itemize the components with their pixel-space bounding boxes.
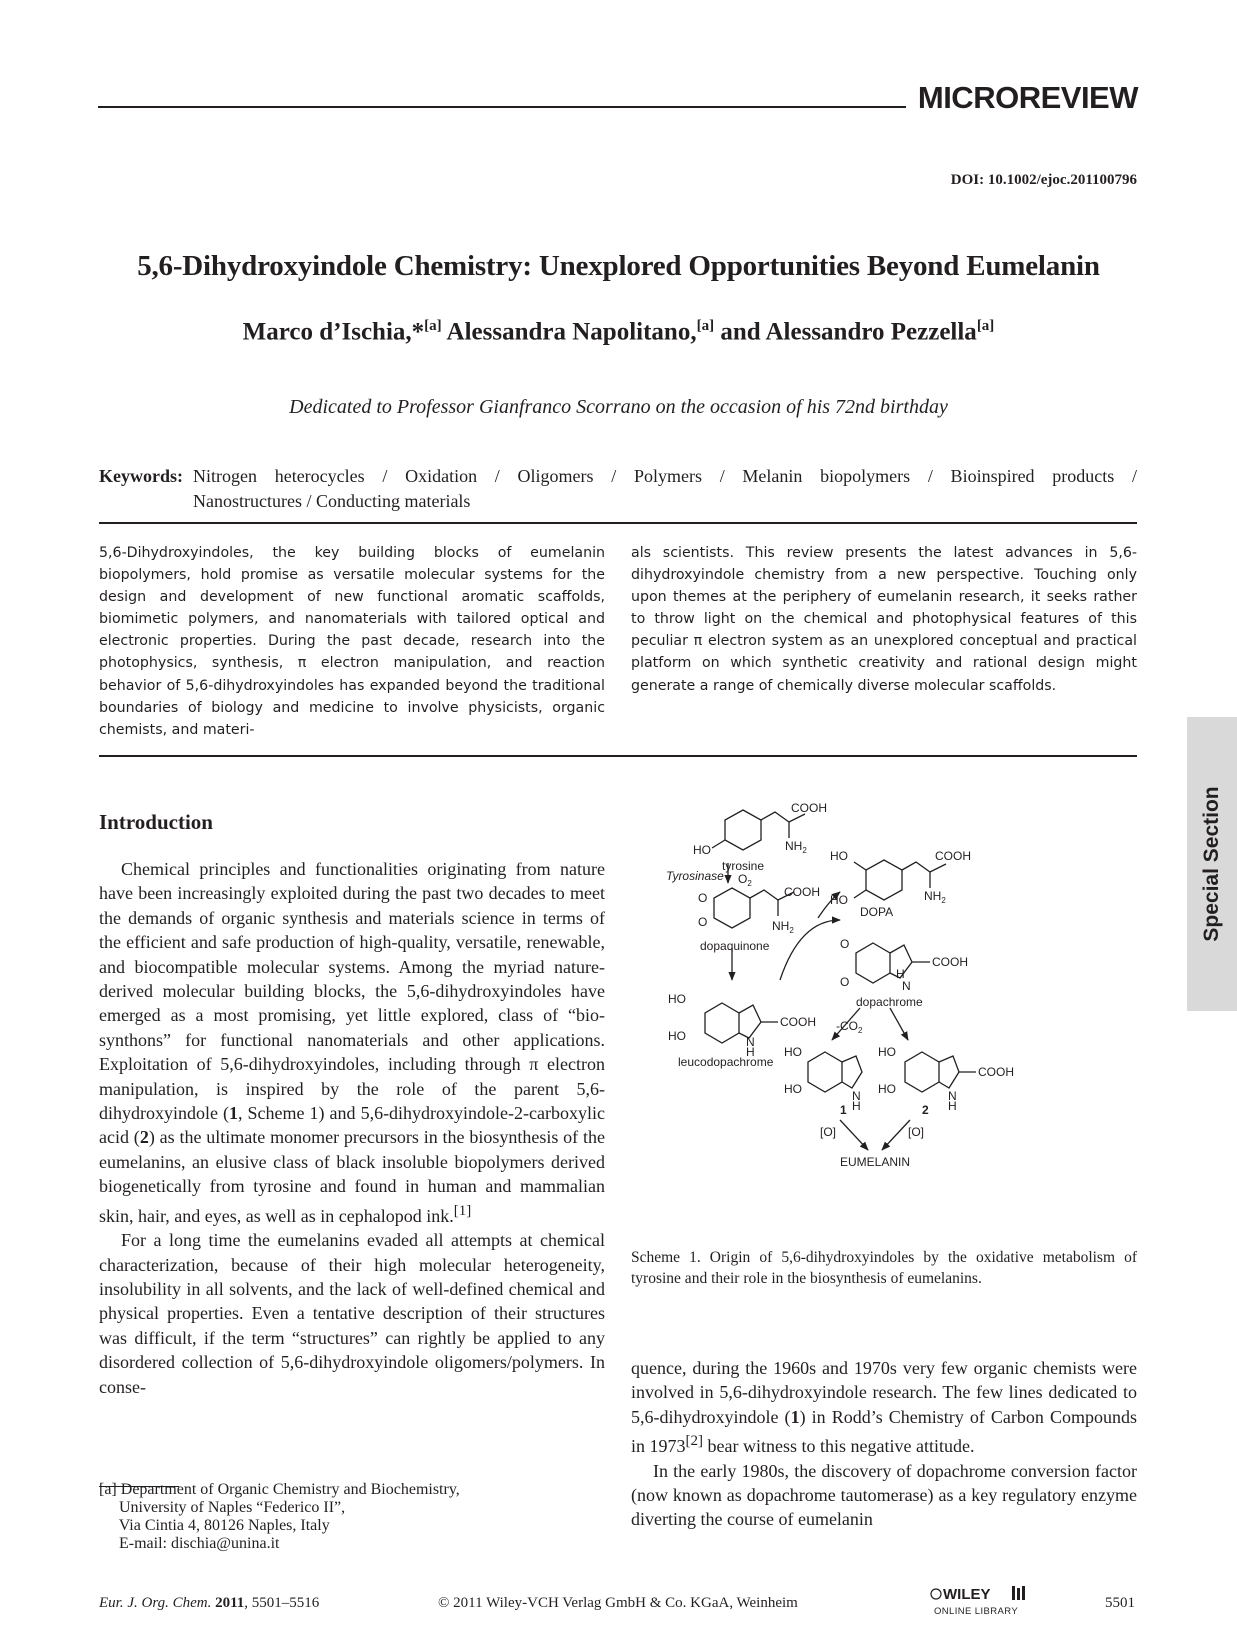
compound-ref: 1 [229,1103,239,1124]
scheme-label-h: H [746,1045,755,1059]
author-affiliation: [a] [696,318,715,334]
footnote-line: [a] Department of Organic Chemistry and Biochemistry, [99,1481,460,1498]
scheme-label-cooh: COOH [932,955,968,969]
body-right-column [631,1356,1137,1532]
scheme-label-dopa: DOPA [860,905,894,919]
scheme-label-h: H [948,1099,957,1113]
scheme-label-nh: N [948,1089,957,1103]
scheme-label-oxidation: [O] [820,1125,837,1139]
scheme-label-oxidation: [O] [908,1125,925,1139]
author-list [60,318,1177,346]
scheme-label-h: H [896,967,905,981]
scheme-label-nh: $NH_2$ [785,839,807,855]
scheme-label-nh: $NH_2$ [772,919,794,935]
scheme-label-dopachrome: dopachrome [856,995,923,1009]
affiliation-footnote [99,1481,460,1553]
scheme-label-ho: HO [784,1045,802,1059]
author-affiliation: [a] [424,318,442,334]
abstract-bottom-rule [99,755,1137,757]
scheme-label-ho: HO [878,1082,896,1096]
scheme-label-o2: $O_2$ [738,872,752,888]
scheme-label-tyrosinase: Tyrosinase [666,869,724,883]
journal-year: 2011 [215,1595,245,1611]
section-label: MICROREVIEW [917,80,1138,115]
scheme-label-o: O [840,975,850,989]
scheme-label-tyrosine: tyrosine [722,859,765,873]
scheme-1-figure [666,800,1080,1235]
scheme-label-minus-co2: $-CO_2$ [836,1019,863,1035]
citation-ref: [2] [685,1433,704,1450]
scheme-label-ho: HO [693,843,711,857]
keywords-label: Keywords: [99,466,183,486]
journal-name: Eur. J. Org. Chem. [99,1595,212,1611]
scheme-label-o: O [698,915,708,929]
keywords-line: Nanostructures / Conducting materials [193,491,471,511]
scheme-label-ho: HO [878,1045,896,1059]
abstract-top-rule [99,522,1137,524]
footnote-line: Via Cintia 4, 80126 Naples, Italy [99,1517,330,1534]
footnote-line: University of Naples “Federico II”, [99,1499,346,1516]
paragraph: For a long time the eumelanins evaded all attempts at chemical characterization, because of their high molecular heterogeneity, insolubility in all solvents, and the lack of well-defined chemical and physical properties. Even a tentative description of their structures was difficult, if the term “structures” can rightly be applied to any disordered collection of 5,6-dihydroxyindole oligomers/polymers. In conse- [99,1230,605,1397]
scheme-label-ho: HO [830,893,848,907]
author-name: Marco d’Ischia,* [242,318,425,346]
footer-citation [99,1595,319,1612]
citation-ref: [1] [453,1202,472,1219]
scheme-label-ho: HO [668,992,686,1006]
compound-ref: 1 [790,1406,800,1427]
paragraph: quence, during the 1960s and 1970s very few organic chemists were involved in 5,6-dihydroxyindole research. The few lines dedicated to 5,6-dihydroxyindole (1) in Rodd’s Chemistry of Carbon Compounds in 1973[2] bear witness to this negative attitude. [631,1358,1138,1457]
scheme-label-h: H [852,1099,861,1113]
journal-pages: , 5501–5516 [244,1595,320,1611]
author-name: Alessandra Napolitano, [441,318,697,346]
scheme-label-nh: N [852,1089,861,1103]
scheme-label-cooh: COOH [791,801,827,815]
scheme-label-eumelanin: EUMELANIN [840,1155,911,1169]
keywords-line: Nitrogen heterocycles / Oxidation / Oligomers / Polymers / Melanin biopolymers / Bioinspired products / [193,466,1137,486]
footer-copyright: © 2011 Wiley-VCH Verlag GmbH & Co. KGaA, Weinheim [438,1595,798,1611]
scheme-label-cooh: COOH [935,849,971,863]
wiley-online-library-logo [930,1584,1040,1618]
scheme-caption: Scheme 1. Origin of 5,6-dihydroxyindoles by the oxidative metabolism of tyrosine and their role in the biosynthesis of eumelanins. [631,1249,1137,1287]
section-heading-introduction: Introduction [99,810,213,834]
svg-text:WILEY: WILEY [943,1586,991,1603]
scheme-label-nh: N [746,1035,755,1049]
author-name: and Alessandro Pezzella [714,318,977,346]
special-section-label: Special Section [1200,786,1223,942]
scheme-label-nh: $NH_2$ [924,889,946,905]
page-number: 5501 [1105,1595,1135,1611]
author-affiliation: [a] [976,318,995,334]
scheme-label-o: O [698,891,708,905]
scheme-label-ho: HO [668,1029,686,1043]
scheme-label-ho: HO [784,1082,802,1096]
body-left-column [99,857,605,1399]
compound-ref: 2 [139,1127,149,1148]
paragraph: Chemical principles and functionalities originating from nature have been increasingly exploited during the past two decades to meet the demands of organic synthesis and materials science in terms of the efficient and safe production of high-quality, versatile, renewable, and biocompatible molecular systems. Among the myriad nature-derived molecular building blocks, the 5,6-dihydroxyindoles have emerged as a most promising, yet little explored, class of “bio-synthons” for functional nanomaterials and other applications. Exploitation of 5,6-dihydroxyindoles, including through π electron manipulation, is inspired by the role of the parent 5,6-dihydroxyindole (1, Scheme 1) and 5,6-dihydroxyindole-2-carboxylic acid (2) as the ultimate monomer precursors in the biosynthesis of the eumelanins, an elusive class of black insoluble biopolymers derived biogenetically from tyrosine and found in human and mammalian skin, hair, and eyes, as well as in cephalopod ink.[1] [99,859,605,1226]
article-title: 5,6-Dihydroxyindole Chemistry: Unexplored Opportunities Beyond Eumelanin [137,250,1100,282]
scheme-label-cooh: COOH [780,1015,816,1029]
svg-text:ONLINE LIBRARY: ONLINE LIBRARY [934,1606,1019,1617]
abstract-left-column: 5,6-Dihydroxyindoles, the key building blocks of eumelanin biopolymers, hold promise as versatile molecular systems for the design and development of new functional aromatic scaffolds, biomimetic polymers, and nanomaterials with tailored optical and electronic properties. During the past decade, research into the photophysics, synthesis, π electron manipulation, and reaction behavior of 5,6-dihydroxyindoles has expanded beyond the traditional boundaries of biology and medicine to involve physicists, organic chemists, and materi- [99,545,605,738]
scheme-label-o: O [840,937,850,951]
header-rule [98,106,906,108]
scheme-label-nh: N [902,979,911,993]
scheme-label-dopaquinone: dopaquinone [700,939,770,953]
doi: DOI: 10.1002/ejoc.201100796 [950,172,1137,188]
dedication: Dedicated to Professor Gianfranco Scorrano on the occasion of his 72nd birthday [289,396,948,418]
paragraph: In the early 1980s, the discovery of dopachrome conversion factor (now known as dopachrome tautomerase) as a key regulatory enzyme diverting the course of eumelanin [631,1460,1137,1530]
scheme-label-leucodopachrome: leucodopachrome [678,1055,774,1069]
special-section-tab [1187,717,1237,1011]
scheme-label-cooh: COOH [784,885,820,899]
scheme-label-ho: HO [830,849,848,863]
abstract-right-column: als scientists. This review presents the latest advances in 5,6-dihydroxyindole chemistry from a new perspective. Touching only upon themes at the periphery of eumelanin research, it seeks rather to throw light on the chemical and photophysical features of this peculiar π electron system as an unexplored conceptual and practical platform on which synthetic creativity and rational design might generate a range of chemically diverse molecular scaffolds. [631,545,1137,694]
scheme-label-compound-1: 1 [840,1103,847,1117]
scheme-label-compound-2: 2 [922,1103,929,1117]
footnote-email: E-mail: dischia@unina.it [99,1535,280,1552]
scheme-label-cooh: COOH [978,1065,1014,1079]
